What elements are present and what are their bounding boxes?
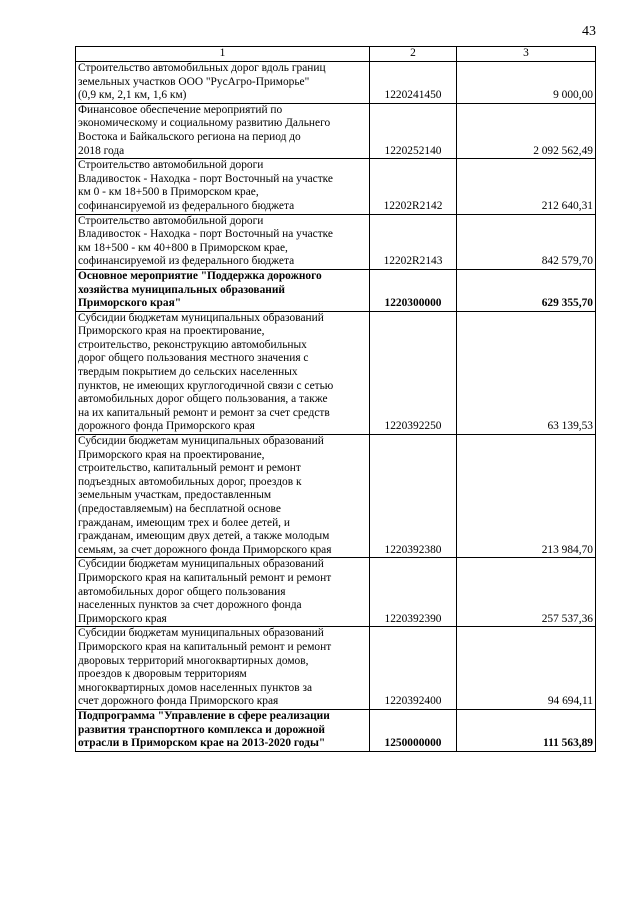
table-row xyxy=(76,709,596,751)
cell-name: Строительство автомобильной дороги Владивосток - Находка - порт Восточный на участке км 18+500 - км 40+800 в Приморском крае, софинансируемой из федерального бюджета xyxy=(76,214,370,269)
column-header-3: 3 xyxy=(457,47,596,62)
cell-code: 12202R2143 xyxy=(370,214,457,269)
cell-name: Субсидии бюджетам муниципальных образований Приморского края на проектирование, строительство, капитальный ремонт и ремонт подъездных автомобильных дорог, проездов к земельным участкам, предоставленным (предоставляемым) на бесплатной основе гражданам, имеющим трех и более детей, и гражданам, имеющим двух детей, а также молодым семьям, за счет дорожного фонда Приморского края xyxy=(76,435,370,558)
cell-amount: 842 579,70 xyxy=(457,214,596,269)
cell-code: 1220392380 xyxy=(370,435,457,558)
cell-amount: 63 139,53 xyxy=(457,311,596,434)
cell-name: Финансовое обеспечение мероприятий по экономическому и социальному развитию Дальнего Востока и Байкальского региона на период до 2018 года xyxy=(76,103,370,158)
cell-name: Строительство автомобильных дорог вдоль границ земельных участков ООО "РусАгро-Приморье" (0,9 км, 2,1 км, 1,6 км) xyxy=(76,62,370,104)
cell-name: Субсидии бюджетам муниципальных образований Приморского края на капитальный ремонт и ремонт автомобильных дорог общего пользования населенных пунктов за счет дорожного фонда Приморского края xyxy=(76,558,370,627)
budget-table xyxy=(75,46,596,752)
cell-amount: 213 984,70 xyxy=(457,435,596,558)
table-row xyxy=(76,159,596,214)
cell-code: 1220392390 xyxy=(370,558,457,627)
table-row xyxy=(76,214,596,269)
cell-amount: 111 563,89 xyxy=(457,709,596,751)
cell-name: Субсидии бюджетам муниципальных образований Приморского края на капитальный ремонт и ремонт дворовых территорий многоквартирных домов, проездов к дворовым территориям многоквартирных домов населенных пунктов за счет дорожного фонда Приморского края xyxy=(76,627,370,710)
table-row xyxy=(76,311,596,434)
table-row xyxy=(76,435,596,558)
cell-code: 1220392400 xyxy=(370,627,457,710)
column-header-2: 2 xyxy=(370,47,457,62)
cell-code: 12202R2142 xyxy=(370,159,457,214)
page-number: 43 xyxy=(582,24,596,39)
cell-amount: 2 092 562,49 xyxy=(457,103,596,158)
cell-code: 1220300000 xyxy=(370,269,457,311)
cell-amount: 9 000,00 xyxy=(457,62,596,104)
table-row xyxy=(76,558,596,627)
table-body xyxy=(76,62,596,752)
header-row xyxy=(76,47,596,62)
cell-name: Строительство автомобильной дороги Владивосток - Находка - порт Восточный на участке км 0 - км 18+500 в Приморском крае, софинансируемой из федерального бюджета xyxy=(76,159,370,214)
cell-name: Основное мероприятие "Поддержка дорожного хозяйства муниципальных образований Приморского края" xyxy=(76,269,370,311)
cell-amount: 212 640,31 xyxy=(457,159,596,214)
cell-name: Подпрограмма "Управление в сфере реализации развития транспортного комплекса и дорожной отрасли в Приморском крае на 2013-2020 годы" xyxy=(76,709,370,751)
table-row xyxy=(76,627,596,710)
cell-amount: 257 537,36 xyxy=(457,558,596,627)
cell-amount: 629 355,70 xyxy=(457,269,596,311)
table-header xyxy=(76,47,596,62)
cell-amount: 94 694,11 xyxy=(457,627,596,710)
cell-name: Субсидии бюджетам муниципальных образований Приморского края на проектирование, строительство, реконструкцию автомобильных дорог общего пользования местного значения с твердым покрытием до сельских населенных пунктов, не имеющих круглогодичной связи с сетью автомобильных дорог общего пользования, а также на их капитальный ремонт и ремонт за счет средств дорожного фонда Приморского края xyxy=(76,311,370,434)
cell-code: 1220392250 xyxy=(370,311,457,434)
cell-code: 1220252140 xyxy=(370,103,457,158)
table-row xyxy=(76,103,596,158)
cell-code: 1220241450 xyxy=(370,62,457,104)
column-header-1: 1 xyxy=(76,47,370,62)
table-row xyxy=(76,62,596,104)
cell-code: 1250000000 xyxy=(370,709,457,751)
table-row xyxy=(76,269,596,311)
